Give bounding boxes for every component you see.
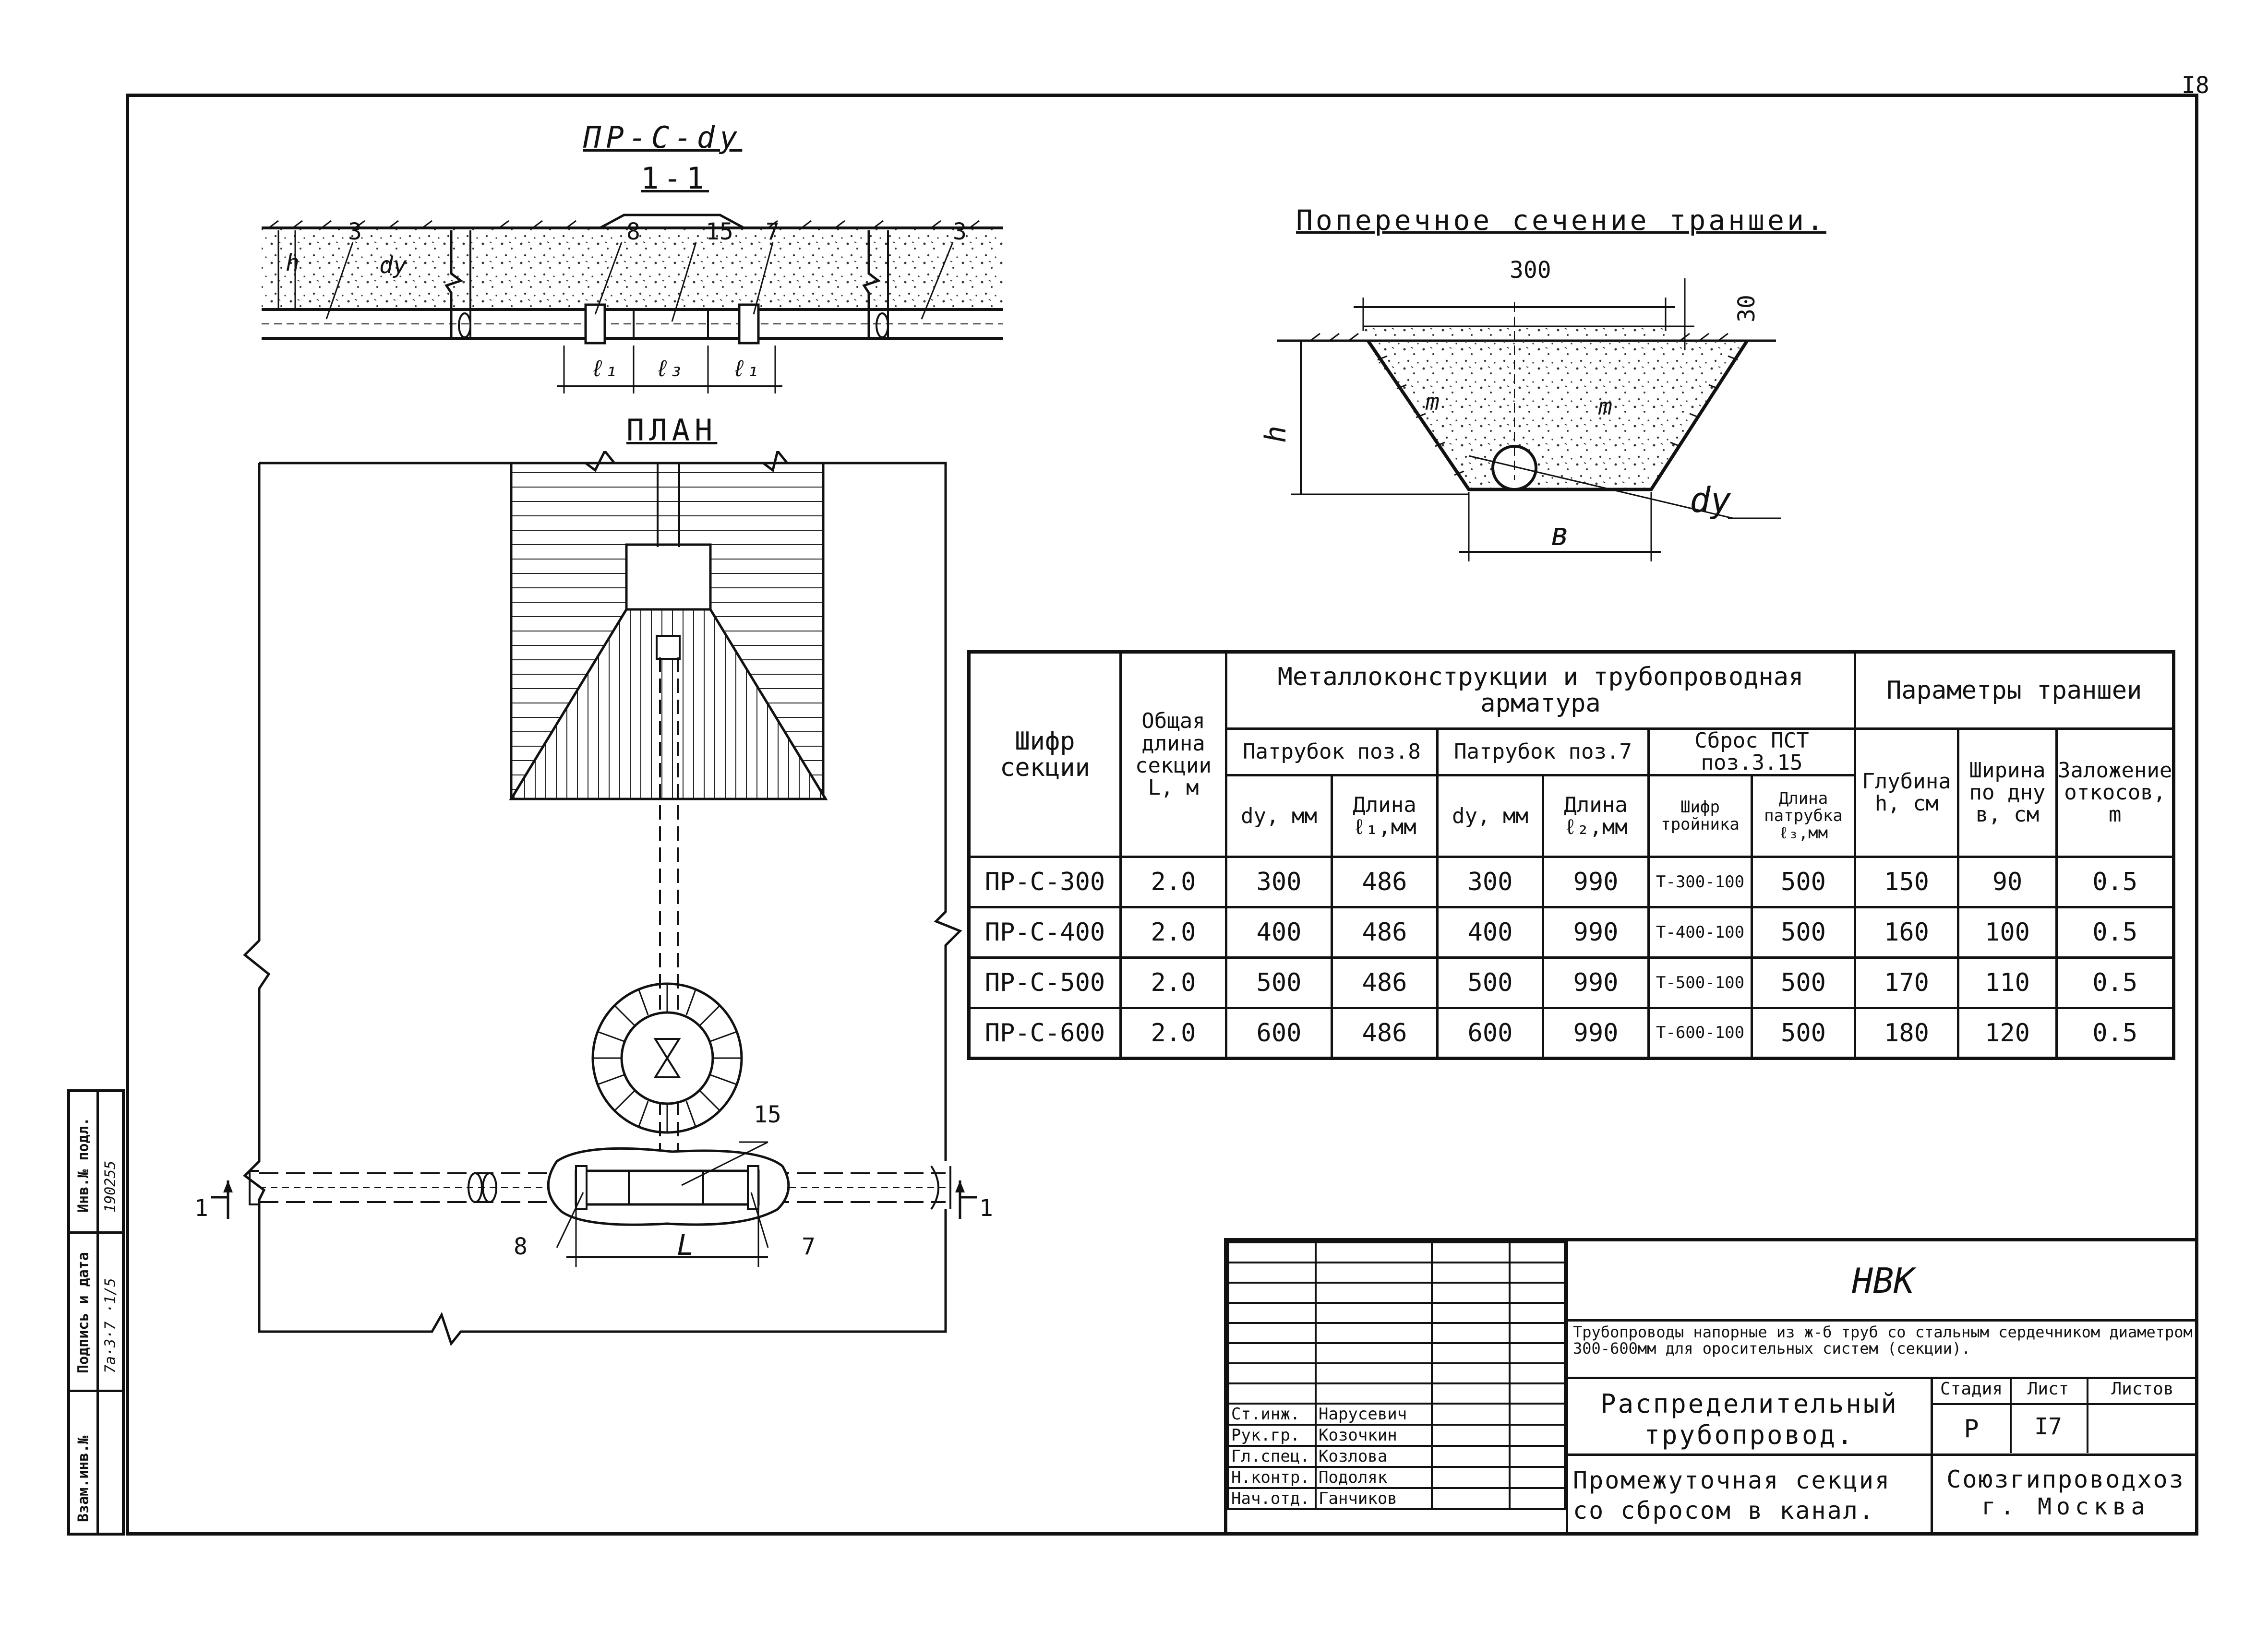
- cell: 0.5: [2057, 907, 2174, 958]
- th-slope: Заложение откосов, m: [2057, 729, 2174, 857]
- plan-drawing: [192, 451, 979, 1353]
- strip-col-labels: [70, 1092, 99, 1533]
- cell: 110: [1958, 958, 2057, 1008]
- plan-L-label: L: [677, 1228, 695, 1262]
- trench-title: Поперечное сечение траншеи.: [1296, 204, 1826, 237]
- th-length: Общая длина секции L, м: [1121, 652, 1226, 857]
- cell: 170: [1855, 958, 1958, 1008]
- cell: 2.0: [1121, 1008, 1226, 1059]
- cell: 2.0: [1121, 958, 1226, 1008]
- trench-dim-30: 30: [1733, 295, 1760, 322]
- th-shifr-tr: Шифр тройника: [1649, 775, 1752, 857]
- cell: 400: [1226, 907, 1332, 958]
- section-callout-7: 7: [766, 218, 780, 245]
- cell: 2.0: [1121, 907, 1226, 958]
- th-l3: Длина патрубка ℓ₃,мм: [1752, 775, 1855, 857]
- cell: 600: [1438, 1008, 1543, 1059]
- cell: 486: [1332, 1008, 1438, 1059]
- cell: 180: [1855, 1008, 1958, 1059]
- cell: ПР-С-500: [969, 958, 1121, 1008]
- cell: 990: [1543, 1008, 1649, 1059]
- trench-width-300: 300: [1510, 257, 1551, 284]
- plan-callout-15: 15: [754, 1101, 781, 1128]
- role: Рук.гр.: [1228, 1425, 1316, 1446]
- th-width: Ширина по дну в, см: [1958, 729, 2057, 857]
- stage-value: Р: [1933, 1405, 2012, 1453]
- dim-l3: ℓ₃: [655, 355, 683, 382]
- section-callout-8: 8: [626, 218, 640, 245]
- section-h-label: h: [286, 250, 300, 276]
- table-row: [969, 958, 2174, 1008]
- signature-row: [1228, 1425, 1565, 1446]
- role: Гл.спец.: [1228, 1446, 1316, 1467]
- strip-col-values: [99, 1092, 122, 1533]
- cell: 500: [1752, 857, 1855, 907]
- cell: 500: [1226, 958, 1332, 1008]
- trench-b-label: в: [1550, 516, 1570, 553]
- spec-table: [967, 650, 2175, 1060]
- strip-inv-value: 190255: [102, 1160, 119, 1213]
- th-depth: Глубина h, см: [1855, 729, 1958, 857]
- cell: 486: [1332, 857, 1438, 907]
- th-shifr: Шифр секции: [969, 652, 1121, 857]
- person-name: Нарусевич: [1316, 1404, 1432, 1425]
- trench-m-right: m: [1598, 393, 1612, 420]
- sheets-header: Листов: [2087, 1379, 2198, 1405]
- person-name: Козочкин: [1316, 1425, 1432, 1446]
- strip-vzam: Взам.инв.№: [75, 1435, 92, 1522]
- section-callout-3a: 3: [348, 218, 362, 245]
- strip-podpis: Подпись и дата: [75, 1252, 92, 1373]
- drawing-title-2: Промежуточная секция со сбросом в канал.: [1573, 1466, 1891, 1525]
- cell: 160: [1855, 907, 1958, 958]
- title-block: [1224, 1238, 2198, 1536]
- signature-row: [1228, 1488, 1565, 1509]
- section-dy-label: dу: [379, 252, 407, 279]
- cell: Т-600-100: [1649, 1008, 1752, 1059]
- person-name: Ганчиков: [1316, 1488, 1432, 1509]
- table-row: [969, 1008, 2174, 1059]
- cell: 120: [1958, 1008, 2057, 1059]
- trench-m-left: m: [1426, 389, 1440, 416]
- role: Н.контр.: [1228, 1467, 1316, 1488]
- role: Ст.инж.: [1228, 1404, 1316, 1425]
- section-callout-3b: 3: [953, 218, 967, 245]
- title1-cell: [1566, 1379, 1931, 1456]
- cell: 600: [1226, 1008, 1332, 1059]
- cell: 300: [1226, 857, 1332, 907]
- th-params: Параметры траншеи: [1855, 652, 2174, 729]
- dim-l1-right: ℓ₁: [732, 355, 760, 382]
- org-city: г. Москва: [1981, 1493, 2150, 1520]
- left-stamp-strip: [67, 1089, 125, 1536]
- th-dy2: dу, мм: [1438, 775, 1543, 857]
- cell: ПР-С-600: [969, 1008, 1121, 1059]
- signatures-grid: [1227, 1241, 1566, 1532]
- title2-cell: [1566, 1456, 1931, 1536]
- cell: 300: [1438, 857, 1543, 907]
- cell: ПР-С-400: [969, 907, 1121, 958]
- th-l1: Длина ℓ₁,мм: [1332, 775, 1438, 857]
- sheet-number: I8: [2182, 72, 2209, 99]
- cell: 2.0: [1121, 857, 1226, 907]
- stage-header: Стадия: [1933, 1379, 2012, 1405]
- th-sbros: Сброс ПСТ поз.3.15: [1649, 729, 1855, 775]
- code-cell: [1566, 1241, 2198, 1322]
- plan-title: ПЛАН: [626, 413, 718, 448]
- strip-inv-podl: Инв.№ подл.: [75, 1117, 92, 1213]
- cell: 0.5: [2057, 857, 2174, 907]
- th-l2: Длина ℓ₂,мм: [1543, 775, 1649, 857]
- sheet-value: I7: [2010, 1405, 2088, 1453]
- cell: 990: [1543, 857, 1649, 907]
- section-callout-15: 15: [706, 218, 733, 245]
- signature-row: [1228, 1446, 1565, 1467]
- sheet-header: Лист: [2010, 1379, 2088, 1405]
- cell: 100: [1958, 907, 2057, 958]
- cell: Т-400-100: [1649, 907, 1752, 958]
- plan-cut-left: 1: [194, 1195, 208, 1222]
- cell: 90: [1958, 857, 2057, 907]
- cell: 500: [1438, 958, 1543, 1008]
- cell: 486: [1332, 907, 1438, 958]
- plan-callout-8: 8: [514, 1233, 528, 1260]
- cell: 0.5: [2057, 958, 2174, 1008]
- table-row: [969, 857, 2174, 907]
- cell: 400: [1438, 907, 1543, 958]
- plan-cut-right: 1: [979, 1195, 993, 1222]
- cell: Т-500-100: [1649, 958, 1752, 1008]
- th-patr37: Патрубок поз.7: [1438, 729, 1649, 775]
- drawing-description: Трубопроводы напорные из ж-б труб со стальным сердечником диаметром 300-600мм для оросительных систем (секции).: [1566, 1322, 2198, 1379]
- role: Нач.отд.: [1228, 1488, 1316, 1509]
- th-dy1: dу, мм: [1226, 775, 1332, 857]
- drawing-code: НВК: [1852, 1261, 1915, 1301]
- org-cell: [1931, 1456, 2198, 1536]
- trench-h-label: h: [1259, 425, 1293, 443]
- signature-row: [1228, 1404, 1565, 1425]
- cell: 150: [1855, 857, 1958, 907]
- cell: Т-300-100: [1649, 857, 1752, 907]
- cell: 990: [1543, 907, 1649, 958]
- plan-callout-7: 7: [802, 1233, 816, 1260]
- section-title: ПР-С-dу: [583, 120, 743, 155]
- cell: 500: [1752, 958, 1855, 1008]
- cell: 990: [1543, 958, 1649, 1008]
- cell: 0.5: [2057, 1008, 2174, 1059]
- cell: ПР-С-300: [969, 857, 1121, 907]
- person-name: Козлова: [1316, 1446, 1432, 1467]
- cell: 500: [1752, 1008, 1855, 1059]
- person-name: Подоляк: [1316, 1467, 1432, 1488]
- cell: 500: [1752, 907, 1855, 958]
- org-name: Союзгипроводхоз: [1946, 1465, 2185, 1493]
- stage-grid: [1931, 1379, 2198, 1456]
- th-patr38: Патрубок поз.8: [1226, 729, 1438, 775]
- section-cut-label: 1-1: [641, 161, 709, 196]
- trench-dy-label: dу: [1690, 480, 1731, 520]
- cell: 486: [1332, 958, 1438, 1008]
- dim-l1-left: ℓ₁: [590, 355, 618, 382]
- table-row: [969, 907, 2174, 958]
- drawing-title-1: Распределительный трубопровод.: [1600, 1389, 1898, 1450]
- signature-row: [1228, 1467, 1565, 1488]
- strip-date-value: 7a·3·7 ·1/5: [102, 1278, 119, 1373]
- th-metal: Металлоконструкции и трубопроводная арматура: [1226, 652, 1855, 729]
